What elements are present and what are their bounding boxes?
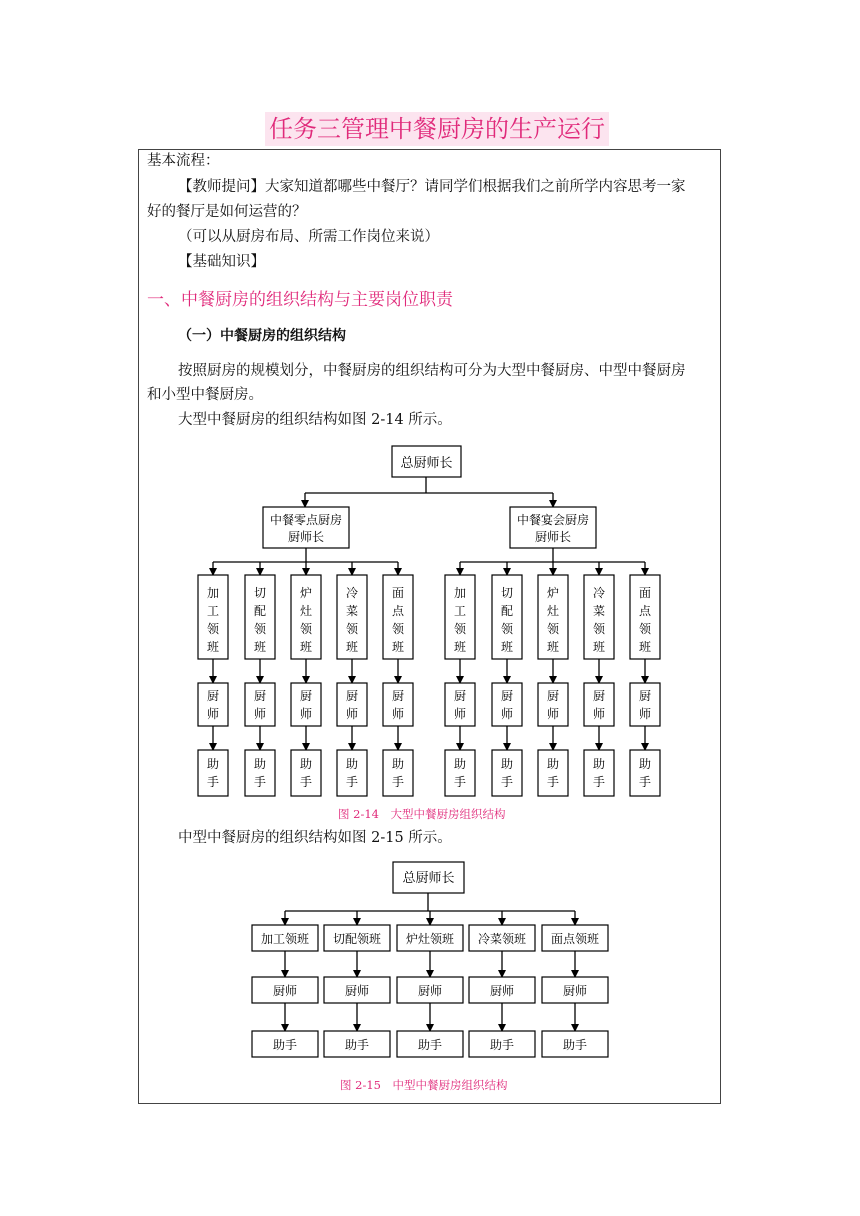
fig15-leader-label: 冷菜领班 (477, 932, 527, 946)
fig14-chef-label: 师 (299, 707, 313, 721)
fig14-assistant-label: 助 (299, 757, 313, 771)
paragraph-fig15-intro: 中型中餐厨房的组织结构如图 2-15 所示。 (178, 830, 452, 846)
fig14-assistant-label: 助 (592, 757, 606, 771)
fig14-leader-label: 班 (500, 640, 514, 654)
fig14-chef-label: 师 (453, 707, 467, 721)
fig14-leader-label: 班 (206, 640, 220, 654)
fig14-chef-label: 厨 (206, 689, 220, 703)
fig14-leader-label: 班 (345, 640, 359, 654)
fig15-leader-label: 切配领班 (332, 932, 382, 946)
fig14-chef-label: 厨 (453, 689, 467, 703)
fig14-leader-label: 班 (638, 640, 652, 654)
fig14-branch-label: 厨师长 (287, 530, 325, 544)
fig14-chef-label: 师 (345, 707, 359, 721)
fig15-chef-label: 厨师 (562, 984, 588, 998)
fig14-chef-label: 厨 (345, 689, 359, 703)
page-title: 任务三管理中餐厨房的生产运行 (265, 112, 609, 146)
fig14-assistant-label: 手 (299, 775, 313, 789)
fig14-leader-label: 冷 (592, 586, 606, 600)
fig14-branch-label: 中餐零点厨房 (269, 513, 343, 527)
paragraph-division-1: 按照厨房的规模划分，中餐厨房的组织结构可分为大型中餐厨房、中型中餐厨房 (178, 363, 686, 379)
fig14-assistant-label: 手 (592, 775, 606, 789)
fig15-assistant-label: 助手 (344, 1038, 370, 1052)
fig14-leader-label: 领 (206, 622, 220, 636)
fig14-leader-label: 领 (592, 622, 606, 636)
fig14-leader-label: 冷 (345, 586, 359, 600)
fig14-assistant-label: 助 (500, 757, 514, 771)
fig14-leader-label: 工 (453, 604, 467, 618)
fig15-leader-label: 面点领班 (550, 932, 600, 946)
fig14-leader-label: 班 (299, 640, 313, 654)
fig14-leader-label: 领 (453, 622, 467, 636)
fig14-leader-label: 领 (345, 622, 359, 636)
fig14-chef-label: 厨 (546, 689, 560, 703)
fig14-chef-label: 师 (592, 707, 606, 721)
fig15-chef-label: 厨师 (489, 984, 515, 998)
fig14-leader-label: 面 (391, 586, 405, 600)
fig14-assistant-label: 助 (546, 757, 560, 771)
fig14-leader-label: 领 (253, 622, 267, 636)
fig14-leader-label: 切 (500, 586, 514, 600)
fig14-assistant-label: 手 (253, 775, 267, 789)
fig14-leader-label: 炉 (546, 586, 560, 600)
fig14-leader-label: 班 (592, 640, 606, 654)
fig15-leader-label: 加工领班 (260, 932, 310, 946)
paragraph-basic-flow: 基本流程： (147, 153, 220, 169)
fig15-assistant-label: 助手 (562, 1038, 588, 1052)
section-heading: 一、中餐厨房的组织结构与主要岗位职责 (147, 290, 453, 310)
fig15-root-label: 总厨师长 (402, 871, 455, 886)
fig14-assistant-label: 助 (253, 757, 267, 771)
paragraph-teacher-question-1: 【教师提问】大家知道都哪些中餐厅？请同学们根据我们之前所学内容思考一家 (178, 179, 686, 195)
fig14-chef-label: 师 (546, 707, 560, 721)
fig14-leader-label: 加 (206, 586, 220, 600)
paragraph-basic-knowledge: 【基础知识】 (178, 254, 265, 270)
fig14-leader-label: 灶 (546, 604, 560, 618)
fig14-leader-label: 班 (453, 640, 467, 654)
fig14-leader-label: 工 (206, 604, 220, 618)
fig14-chef-label: 师 (206, 707, 220, 721)
fig14-chef-label: 师 (638, 707, 652, 721)
fig14-leader-label: 领 (299, 622, 313, 636)
fig14-assistant-label: 助 (391, 757, 405, 771)
fig14-assistant-label: 手 (345, 775, 359, 789)
fig14-chef-label: 厨 (638, 689, 652, 703)
fig14-leader-label: 班 (391, 640, 405, 654)
fig14-assistant-label: 手 (546, 775, 560, 789)
fig14-leader-label: 面 (638, 586, 652, 600)
fig14-leader-label: 领 (391, 622, 405, 636)
fig14-assistant-label: 手 (391, 775, 405, 789)
fig14-chef-label: 厨 (500, 689, 514, 703)
fig15-leader-label: 炉灶领班 (405, 932, 455, 946)
fig14-root-label: 总厨师长 (400, 456, 453, 471)
fig14-leader-label: 班 (546, 640, 560, 654)
fig15-caption: 图 2-15 中型中餐厨房组织结构 (340, 1078, 508, 1092)
fig14-assistant-label: 手 (638, 775, 652, 789)
fig14-caption: 图 2-14 大型中餐厨房组织结构 (338, 807, 506, 821)
fig15-chef-label: 厨师 (272, 984, 298, 998)
fig14-leader-label: 配 (253, 604, 267, 618)
fig14-chef-label: 师 (253, 707, 267, 721)
fig14-leader-label: 领 (500, 622, 514, 636)
fig14-assistant-label: 助 (206, 757, 220, 771)
fig14-leader-label: 配 (500, 604, 514, 618)
fig14-chef-label: 厨 (592, 689, 606, 703)
paragraph-hint: （可以从厨房布局、所需工作岗位来说） (178, 229, 439, 245)
fig14-leader-label: 点 (391, 604, 405, 618)
fig14-leader-label: 切 (253, 586, 267, 600)
fig14-leader-label: 菜 (592, 604, 606, 618)
fig14-leader-label: 点 (638, 604, 652, 618)
fig15-assistant-label: 助手 (489, 1038, 515, 1052)
fig14-chef-label: 师 (500, 707, 514, 721)
fig14-leader-label: 菜 (345, 604, 359, 618)
fig14-chef-label: 厨 (253, 689, 267, 703)
subsection-heading: （一）中餐厨房的组织结构 (178, 328, 346, 344)
fig14-assistant-label: 助 (345, 757, 359, 771)
fig14-leader-label: 领 (638, 622, 652, 636)
paragraph-teacher-question-2: 好的餐厅是如何运营的？ (147, 204, 307, 220)
paragraph-fig14-intro: 大型中餐厨房的组织结构如图 2-14 所示。 (178, 412, 452, 428)
fig15-assistant-label: 助手 (272, 1038, 298, 1052)
fig15-chef-label: 厨师 (417, 984, 443, 998)
fig14-leader-label: 加 (453, 586, 467, 600)
fig14-chef-label: 厨 (299, 689, 313, 703)
fig14-assistant-label: 手 (500, 775, 514, 789)
fig15-assistant-label: 助手 (417, 1038, 443, 1052)
fig14-branch-label: 中餐宴会厨房 (516, 513, 590, 527)
fig14-leader-label: 班 (253, 640, 267, 654)
fig14-chef-label: 厨 (391, 689, 405, 703)
fig14-assistant-label: 助 (453, 757, 467, 771)
fig14-leader-label: 炉 (299, 586, 313, 600)
fig14-leader-label: 灶 (299, 604, 313, 618)
fig14-branch-label: 厨师长 (534, 530, 572, 544)
fig14-assistant-label: 手 (453, 775, 467, 789)
fig14-leader-label: 领 (546, 622, 560, 636)
fig15-chef-label: 厨师 (344, 984, 370, 998)
fig14-assistant-label: 助 (638, 757, 652, 771)
paragraph-division-2: 和小型中餐厨房。 (147, 387, 263, 403)
fig14-assistant-label: 手 (206, 775, 220, 789)
fig14-chef-label: 师 (391, 707, 405, 721)
